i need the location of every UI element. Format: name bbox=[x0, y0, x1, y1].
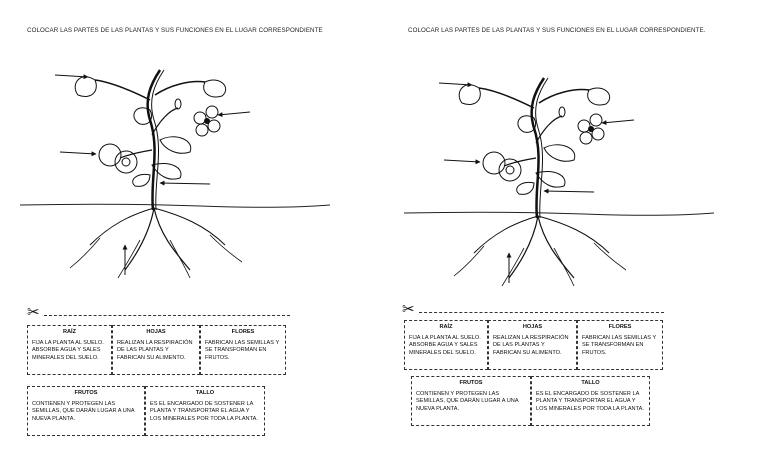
card-heading: HOJAS bbox=[522, 324, 543, 330]
card-tallo[interactable] bbox=[145, 386, 265, 436]
card-raiz[interactable] bbox=[27, 325, 112, 375]
card-heading: FRUTOS bbox=[74, 390, 98, 396]
cards-row-2 bbox=[411, 376, 650, 426]
worksheet-title: COLOCAR LAS PARTES DE LAS PLANTAS Y SUS FUNCIONES EN EL LUGAR CORRESPONDIENTE bbox=[27, 27, 323, 34]
card-heading: HOJAS bbox=[146, 329, 166, 335]
card-body: CONTIENEN Y PROTEGEN LAS SEMILLAS, QUE DARÁN LUGAR A UNA NUEVA PLANTA. bbox=[32, 400, 135, 422]
card-body: REALIZAN LA RESPIRACIÓN DE LAS PLANTAS Y FABRICAN SU ALIMENTO. bbox=[117, 339, 193, 361]
card-heading: RAÍZ bbox=[439, 324, 453, 330]
card-body: FABRICAN LAS SEMILLAS Y SE TRANSFORMAN EN FRUTOS. bbox=[205, 339, 280, 361]
scissors-icon: ✂ bbox=[402, 301, 415, 318]
card-body: ES EL ENCARGADO DE SOSTENER LA PLANTA Y TRANSPORTAR EL AGUA Y LOS MINERALES POR TODA LA PLANTA. bbox=[536, 390, 644, 412]
card-heading: FLORES bbox=[231, 329, 255, 335]
cut-line bbox=[44, 315, 290, 316]
card-frutos[interactable] bbox=[27, 386, 145, 436]
card-heading: FLORES bbox=[608, 324, 632, 330]
plant-illustration bbox=[20, 70, 330, 278]
card-body: REALIZAN LA RESPIRACIÓN DE LAS PLANTAS Y FABRICAN SU ALIMENTO. bbox=[493, 334, 569, 356]
card-body: FIJA LA PLANTA AL SUELO. ABSORBE AGUA Y SALES MINERALES DEL SUELO. bbox=[32, 339, 104, 361]
worksheet-right bbox=[384, 0, 768, 466]
card-body: CONTIENEN Y PROTEGEN LAS SEMILLAS, QUE DARÁN LUGAR A UNA NUEVA PLANTA. bbox=[416, 390, 519, 412]
card-body: ES EL ENCARGADO DE SOSTENER LA PLANTA Y TRANSPORTAR EL AGUA Y LOS MINERALES POR TODA LA PLANTA. bbox=[150, 400, 258, 422]
card-frutos[interactable] bbox=[411, 376, 531, 426]
cards-row-1 bbox=[27, 325, 286, 375]
card-body: FABRICAN LAS SEMILLAS Y SE TRANSFORMAN EN FRUTOS. bbox=[582, 334, 657, 356]
plant-drawing bbox=[384, 48, 768, 298]
card-body: FIJA LA PLANTA AL SUELO. ABSORBE AGUA Y SALES MINERALES DEL SUELO. bbox=[409, 334, 481, 356]
plant-illustration bbox=[404, 78, 714, 286]
card-raiz[interactable] bbox=[404, 320, 488, 370]
card-heading: RAÍZ bbox=[62, 329, 77, 335]
card-flores[interactable] bbox=[200, 325, 286, 375]
card-flores[interactable] bbox=[577, 320, 663, 370]
card-heading: TALLO bbox=[195, 390, 215, 396]
card-tallo[interactable] bbox=[531, 376, 650, 426]
cards-row-2 bbox=[27, 386, 265, 436]
plant-drawing bbox=[0, 40, 384, 290]
cut-line bbox=[419, 312, 664, 313]
worksheet-title: COLOCAR LAS PARTES DE LAS PLANTAS Y SUS FUNCIONES EN EL LUGAR CORRESPONDIENTE. bbox=[408, 27, 706, 34]
card-hojas[interactable] bbox=[488, 320, 577, 370]
scissors-icon: ✂ bbox=[27, 304, 40, 321]
card-heading: TALLO bbox=[581, 380, 600, 386]
card-hojas[interactable] bbox=[112, 325, 200, 375]
cards-row-1 bbox=[404, 320, 663, 370]
card-heading: FRUTOS bbox=[459, 380, 483, 386]
